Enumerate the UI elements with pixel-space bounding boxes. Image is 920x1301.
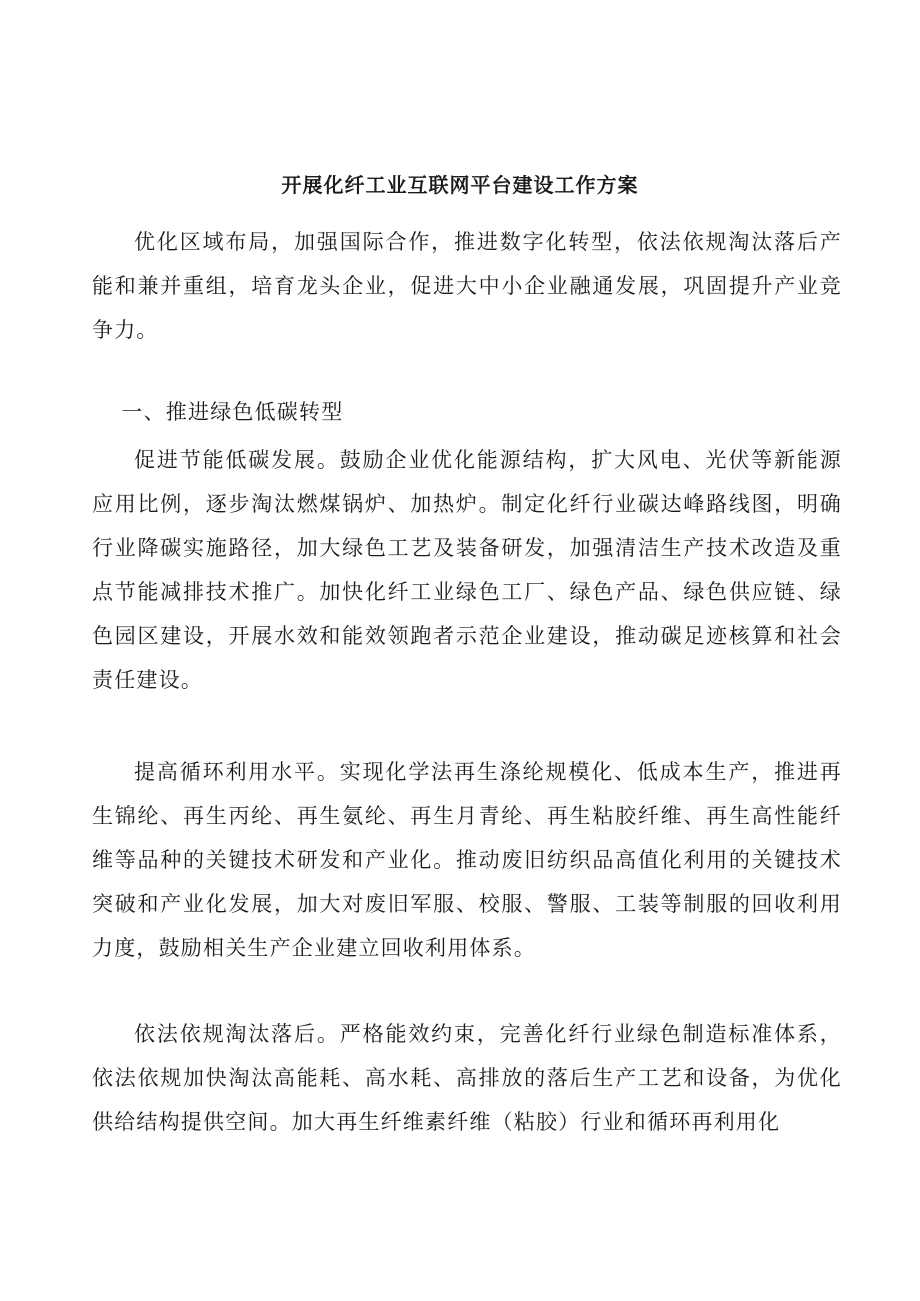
paragraph-recycling: 提高循环利用水平。实现化学法再生涤纶规模化、低成本生产，推进再生锦纶、再生丙纶、再生氨纶、再生月青纶、再生粘胶纤维、再生高性能纤维等品种的关键技术研发和产业化。推动废旧纺织品高值化利用的关键技术突破和产业化发展，加大对废旧军服、校服、警服、工装等制服的回收利用力度，鼓励相关生产企业建立回收利用体系。 (92, 760, 842, 960)
intro-paragraph: 优化区域布局，加强国际合作，推进数字化转型，依法依规淘汰落后产能和兼并重组，培育龙头企业，促进大中小企业融通发展，巩固提升产业竞争力。 (92, 230, 842, 342)
document-title: 开展化纤工业互联网平台建设工作方案 (281, 173, 639, 197)
paragraph-energy-saving: 促进节能低碳发展。鼓励企业优化能源结构，扩大风电、光伏等新能源应用比例，逐步淘汰燃煤锅炉、加热炉。制定化纤行业碳达峰路线图，明确行业降碳实施路径，加大绿色工艺及装备研发，加强清洁生产技术改造及重点节能减排技术推广。加快化纤工业绿色工厂、绿色产品、绿色供应链、绿色园区建设，开展水效和能效领跑者示范企业建设，推动碳足迹核算和社会责任建设。 (92, 448, 842, 692)
paragraph-eliminate-backward: 依法依规淘汰落后。严格能效约束，完善化纤行业绿色制造标准体系，依法依规加快淘汰高能耗、高水耗、高排放的落后生产工艺和设备，为优化供给结构提供空间。加大再生纤维素纤维（粘胶）行业和循环再利用化 (92, 1022, 842, 1134)
section-heading: 一、推进绿色低碳转型 (121, 400, 344, 424)
